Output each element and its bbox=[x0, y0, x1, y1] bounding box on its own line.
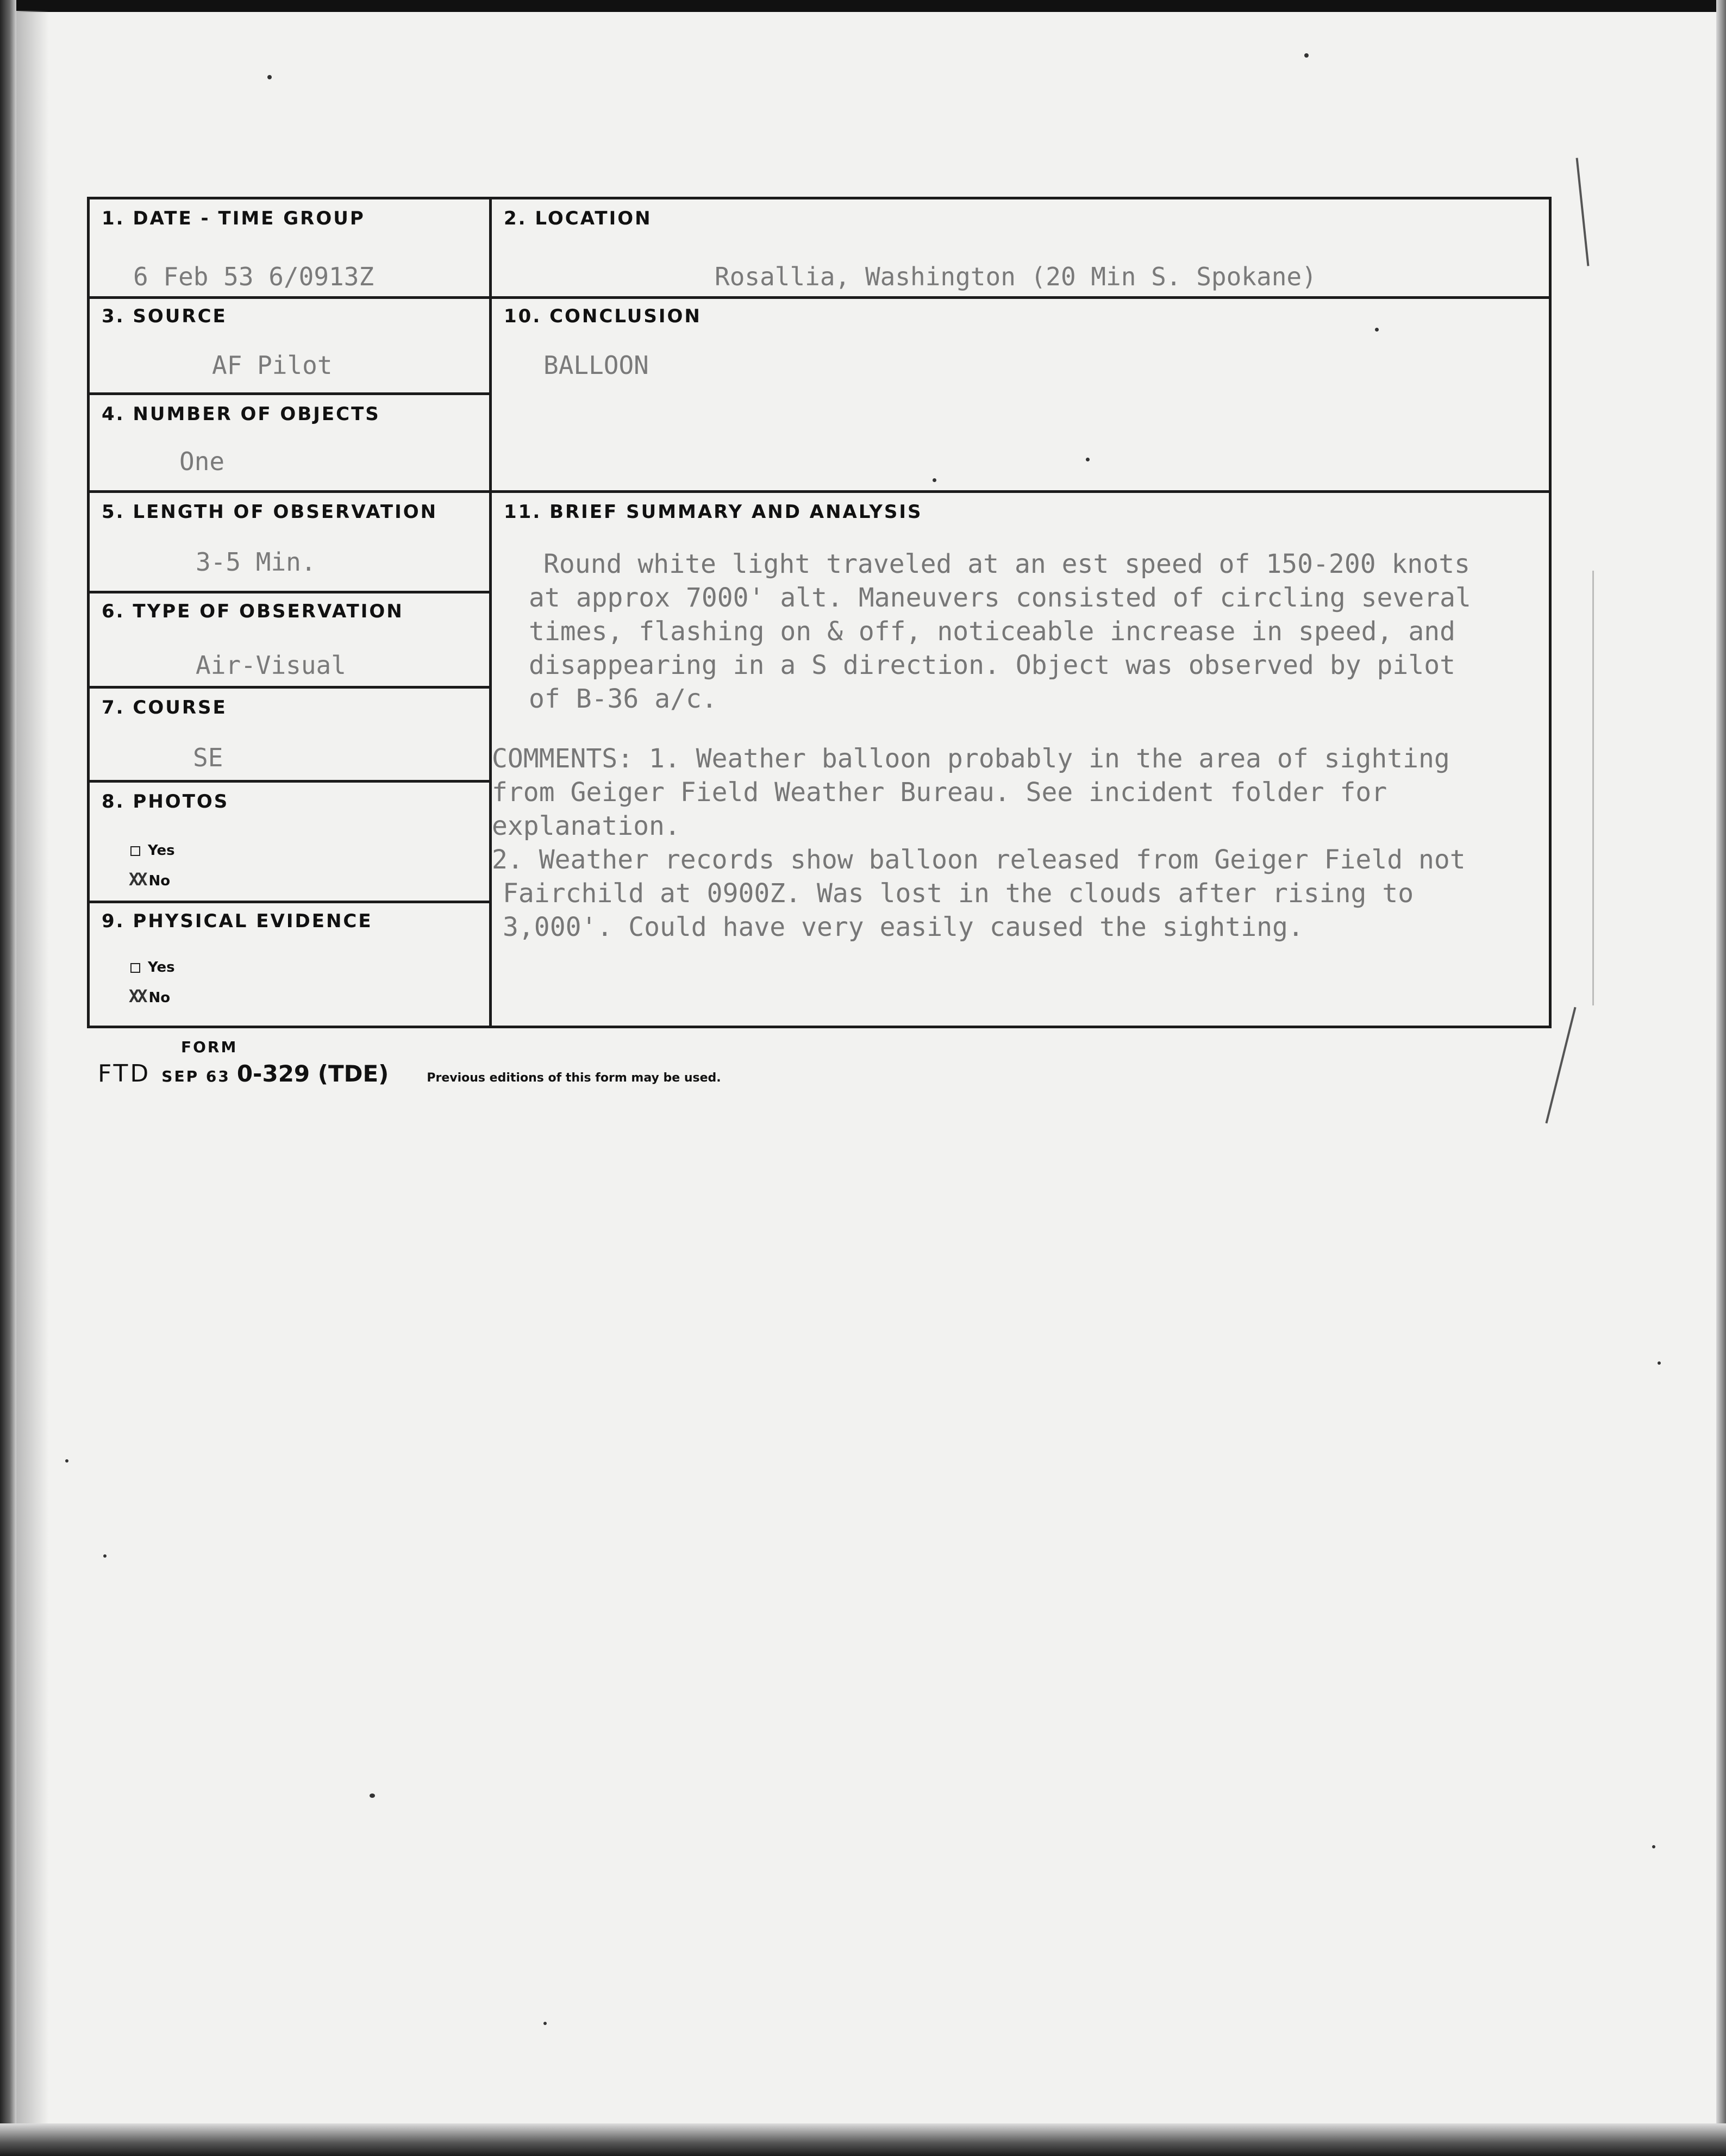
checkbox-checked-mark: XX bbox=[129, 986, 146, 1007]
comments-line: Fairchild at 0900Z. Was lost in the clouds after rising to bbox=[503, 878, 1414, 909]
checkbox-empty-icon bbox=[130, 963, 140, 973]
footer-form-word: FORM bbox=[181, 1038, 238, 1056]
footer-note: Previous editions of this form may be used. bbox=[427, 1071, 721, 1085]
physical-evidence-yes-label: Yes bbox=[148, 959, 175, 976]
summary-line: Round white light traveled at an est speed of 150-200 knots bbox=[543, 549, 1471, 579]
checkbox-checked-mark: XX bbox=[129, 869, 146, 890]
scan-border-top bbox=[0, 0, 1726, 12]
photos-no-label: No bbox=[148, 873, 171, 889]
type-of-observation-value: Air-Visual bbox=[196, 651, 346, 680]
brief-summary-label: 11. BRIEF SUMMARY AND ANALYSIS bbox=[504, 501, 923, 523]
location-label: 2. LOCATION bbox=[504, 208, 652, 229]
number-of-objects-label: 4. NUMBER OF OBJECTS bbox=[102, 403, 380, 425]
source-label: 3. SOURCE bbox=[102, 305, 227, 327]
row-divider bbox=[90, 392, 492, 395]
comments-line: 3,000'. Could have very easily caused the sighting. bbox=[503, 912, 1304, 942]
comments-line: from Geiger Field Weather Bureau. See incident folder for bbox=[492, 777, 1387, 808]
scan-border-bottom bbox=[0, 2123, 1726, 2156]
footer-ftd: FTD bbox=[98, 1060, 151, 1088]
row-divider bbox=[90, 296, 1549, 299]
type-of-observation-label: 6. TYPE OF OBSERVATION bbox=[102, 601, 404, 622]
physical-evidence-yes-option[interactable] bbox=[130, 959, 175, 976]
footer-form-id bbox=[98, 1060, 721, 1088]
speck bbox=[103, 1554, 107, 1558]
number-of-objects-value: One bbox=[179, 447, 225, 476]
date-time-group-label: 1. DATE - TIME GROUP bbox=[102, 208, 365, 229]
summary-line: times, flashing on & off, noticeable increase in speed, and bbox=[529, 616, 1456, 647]
photos-label: 8. PHOTOS bbox=[102, 791, 229, 813]
date-time-group-value: 6 Feb 53 6/0913Z bbox=[133, 262, 374, 291]
physical-evidence-no-option[interactable] bbox=[129, 986, 170, 1007]
comments-line: explanation. bbox=[492, 811, 680, 841]
footer-form-number: 0-329 (TDE) bbox=[236, 1060, 389, 1087]
column-divider bbox=[489, 199, 492, 1028]
scan-border-left bbox=[0, 0, 16, 2156]
photos-yes-label: Yes bbox=[148, 842, 175, 859]
report-form bbox=[87, 197, 1552, 1028]
conclusion-value: BALLOON bbox=[543, 351, 649, 380]
speck bbox=[1304, 53, 1309, 58]
physical-evidence-no-label: No bbox=[148, 990, 171, 1006]
source-value: AF Pilot bbox=[212, 351, 333, 380]
photos-yes-option[interactable] bbox=[130, 842, 175, 859]
row-divider bbox=[90, 780, 492, 783]
course-label: 7. COURSE bbox=[102, 697, 227, 718]
comments-line: 2. Weather records show balloon released from Geiger Field not bbox=[492, 845, 1466, 875]
summary-line: at approx 7000' alt. Maneuvers consisted of circling several bbox=[529, 583, 1471, 613]
length-of-observation-label: 5. LENGTH OF OBSERVATION bbox=[102, 501, 438, 523]
scan-border-right bbox=[1716, 0, 1726, 2156]
course-value: SE bbox=[193, 743, 223, 772]
location-value: Rosallia, Washington (20 Min S. Spokane) bbox=[715, 262, 1317, 291]
row-divider bbox=[90, 490, 1549, 493]
row-divider bbox=[90, 591, 492, 593]
summary-line: disappearing in a S direction. Object was observed by pilot bbox=[529, 650, 1456, 680]
length-of-observation-value: 3-5 Min. bbox=[196, 547, 316, 577]
scan-edge-mark bbox=[1592, 571, 1594, 1005]
physical-evidence-label: 9. PHYSICAL EVIDENCE bbox=[102, 910, 373, 932]
footer-date: SEP 63 bbox=[161, 1067, 230, 1085]
scan-shadow-left bbox=[16, 11, 49, 2125]
speck bbox=[267, 75, 272, 79]
photos-no-option[interactable] bbox=[129, 869, 170, 890]
scan-edge-mark bbox=[1576, 158, 1590, 266]
speck bbox=[370, 1793, 375, 1798]
summary-line: of B-36 a/c. bbox=[529, 684, 717, 714]
speck bbox=[1652, 1845, 1655, 1848]
comments-line: COMMENTS: 1. Weather balloon probably in the area of sighting bbox=[492, 743, 1450, 774]
row-divider bbox=[90, 686, 492, 689]
speck bbox=[543, 2022, 547, 2025]
speck bbox=[65, 1459, 68, 1463]
checkbox-empty-icon bbox=[130, 846, 140, 856]
conclusion-label: 10. CONCLUSION bbox=[504, 305, 702, 327]
speck bbox=[1658, 1361, 1661, 1365]
row-divider bbox=[90, 901, 492, 903]
